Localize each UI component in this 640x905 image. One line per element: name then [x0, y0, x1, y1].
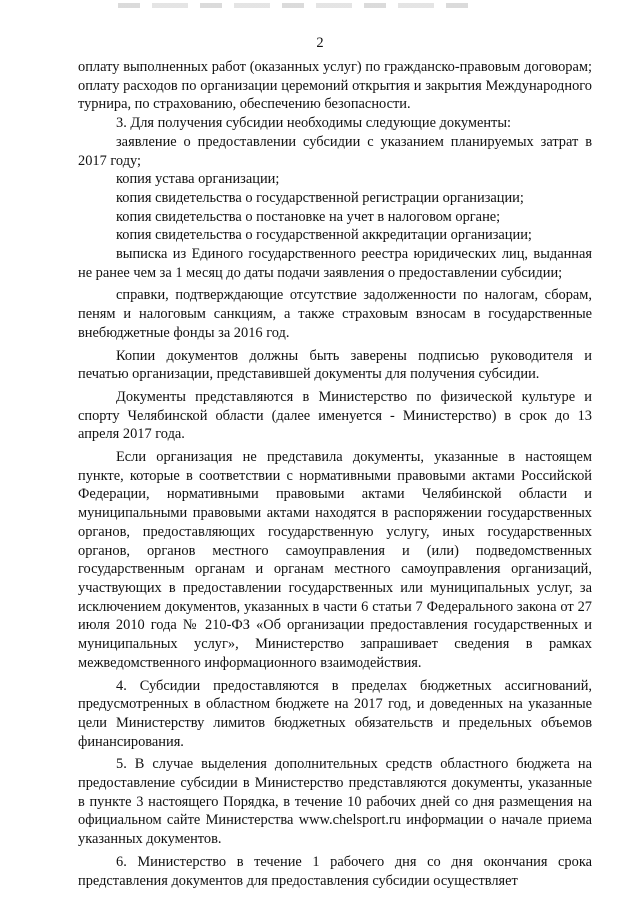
scan-artifact: [118, 3, 478, 8]
paragraph: заявление о предоставлении субсидии с указанием планируемых затрат в 2017 году;: [78, 133, 592, 169]
paragraph: 4. Субсидии предоставляются в пределах бюджетных ассигнований, предусмотренных в областном бюджете на 2017 год, и доведенных на указанные цели Министерству лимитов бюджетных обязательств и предельных объемов финансирования.: [78, 677, 592, 750]
paragraph: копия свидетельства о постановке на учет в налоговом органе;: [116, 208, 501, 225]
document-body: [78, 58, 592, 890]
paragraph: оплату выполненных работ (оказанных услуг) по гражданско-правовым договорам; оплату расходов по организации церемоний открытия и закрытия Международного турнира, по страхованию, обеспечению безопасности.: [78, 59, 592, 113]
paragraph: 5. В случае выделения дополнительных средств областного бюджета на предоставление субсидии в Министерство представляются документы, указанные в пункте 3 настоящего Порядка, в течение 10 рабочих дней со дня размещения на официальном сайте Министерства www.chelsport.ru информации о начале приема указанных документов.: [78, 756, 592, 848]
paragraph: Если организация не представила документы, указанные в настоящем пункте, которые в соответствии с нормативными правовыми актами Российской Федерации, нормативными правовыми актами Челябинской области и муниципальными правовыми актами находятся в распоряжении государственных органов, предоставляющих государственную услугу, иных государственных органов, органов местного самоуправления и (или) подведомственных государственным органам и органам местного самоуправления организаций, участвующих в предоставлении государственных или муниципальных услуг, за исключением документов, указанных в части 6 статьи 7 Федерального закона от 27 июля 2010 года № 210-ФЗ «Об организации предоставления государственных и муниципальных услуг», Министерство запрашивает сведения в рамках межведомственного информационного взаимодействия.: [78, 449, 592, 671]
paragraph: копия устава организации;: [116, 171, 280, 188]
paragraph: 3. Для получения субсидии необходимы следующие документы:: [116, 115, 512, 132]
paragraph: Документы представляются в Министерство по физической культуре и спорту Челябинской области (далее именуется - Министерство) в срок до 13 апреля 2017 года.: [78, 388, 592, 443]
paragraph: 6. Министерство в течение 1 рабочего дня со дня окончания срока представления документов для предоставления субсидии осуществляет: [78, 853, 592, 889]
paragraph: Копии документов должны быть заверены подписью руководителя и печатью организации, представившей документы для получения субсидии.: [78, 347, 592, 383]
paragraph: справки, подтверждающие отсутствие задолженности по налогам, сборам, пеням и налоговым санкциям, а также страховым взносам в государственные внебюджетные фонды за 2016 год.: [78, 287, 592, 341]
paragraph: копия свидетельства о государственной регистрации организации;: [116, 189, 524, 206]
paragraph: копия свидетельства о государственной аккредитации организации;: [116, 227, 532, 244]
page-number: 2: [316, 35, 324, 51]
paragraph: выписка из Единого государственного реестра юридических лиц, выданная не ранее чем за 1 месяц до даты подачи заявления о предоставлении субсидии;: [78, 246, 592, 281]
